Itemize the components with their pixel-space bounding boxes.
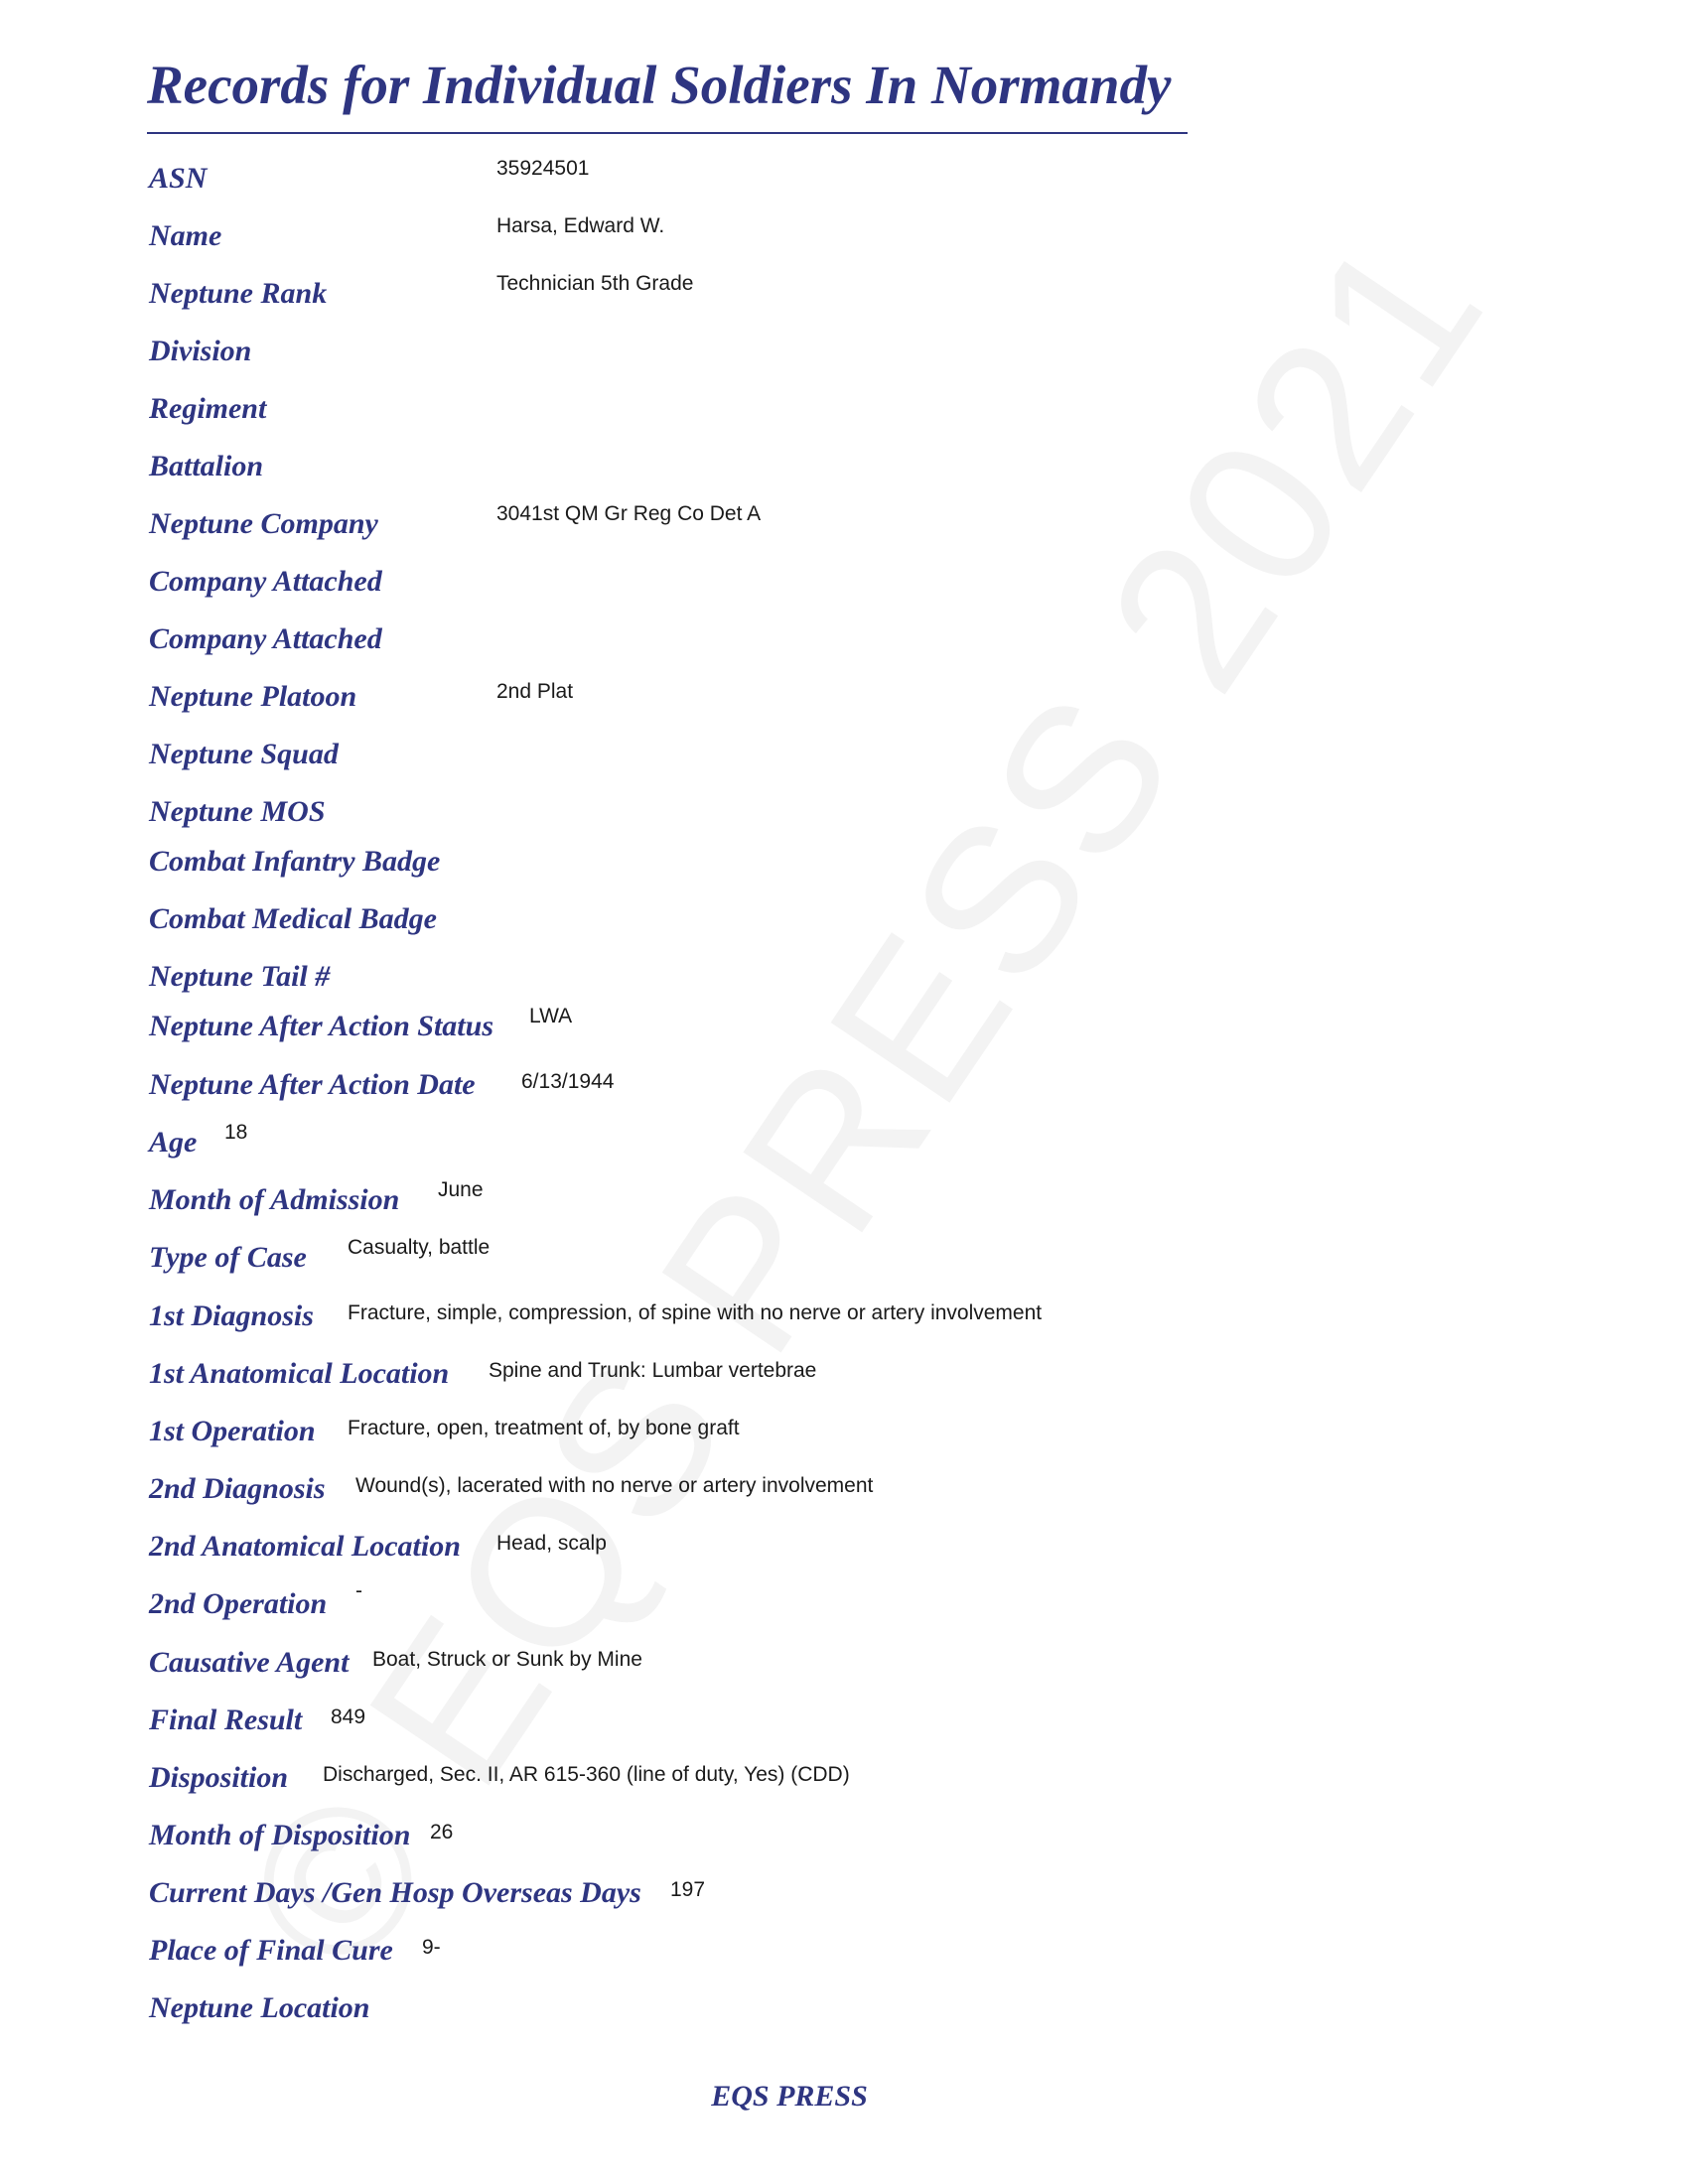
field-value: 3041st QM Gr Reg Co Det A <box>496 502 762 525</box>
field-row-rank <box>0 272 1688 316</box>
field-label: Neptune After Action Status <box>149 1010 493 1042</box>
field-value: - <box>355 1579 362 1602</box>
field-row-neptune-location <box>0 1990 1688 2030</box>
field-value: June <box>438 1178 484 1201</box>
field-value: 197 <box>670 1878 706 1901</box>
field-label: Type of Case <box>149 1241 307 1274</box>
field-label: Neptune Platoon <box>149 680 357 713</box>
field-row-type-of-case <box>0 1236 1688 1280</box>
field-row-month-of-admission <box>0 1178 1688 1222</box>
field-row-after-action-status <box>0 1005 1688 1048</box>
field-row-month-of-disposition <box>0 1818 1688 1857</box>
field-label: Current Days /Gen Hosp Overseas Days <box>149 1876 641 1909</box>
field-row-1st-anatomical-location <box>0 1356 1688 1396</box>
field-value: Discharged, Sec. II, AR 615-360 (line of duty, Yes) (CDD) <box>323 1763 850 1786</box>
field-row-name <box>0 214 1688 258</box>
field-row-division <box>0 334 1688 373</box>
field-value: Fracture, open, treatment of, by bone graft <box>348 1417 740 1439</box>
field-label: Disposition <box>149 1761 289 1794</box>
field-row-age <box>0 1121 1688 1164</box>
field-row-asn <box>0 157 1688 201</box>
field-label: Neptune Location <box>149 1991 370 2024</box>
field-label: Neptune Company <box>149 507 378 540</box>
field-row-company-attached-2 <box>0 621 1688 661</box>
field-value: Wound(s), lacerated with no nerve or artery involvement <box>355 1474 874 1497</box>
field-label: Causative Agent <box>149 1646 350 1679</box>
field-row-company-attached <box>0 564 1688 604</box>
field-row-regiment <box>0 391 1688 431</box>
field-label: Neptune Rank <box>149 277 328 310</box>
field-label: Division <box>149 335 252 367</box>
field-value: Boat, Struck or Sunk by Mine <box>372 1648 642 1671</box>
field-value: Technician 5th Grade <box>496 272 694 295</box>
field-label: Month of Admission <box>149 1183 400 1216</box>
field-row-company <box>0 502 1688 546</box>
field-value: 2nd Plat <box>496 680 574 703</box>
field-row-tail-number <box>0 959 1688 999</box>
field-row-disposition <box>0 1760 1688 1800</box>
field-row-1st-diagnosis <box>0 1298 1688 1338</box>
field-row-squad <box>0 737 1688 776</box>
field-row-final-result <box>0 1703 1688 1742</box>
field-label: Place of Final Cure <box>149 1934 393 1967</box>
field-label: Name <box>149 219 222 252</box>
field-value: Fracture, simple, compression, of spine with no nerve or artery involvement <box>348 1301 1043 1324</box>
field-row-1st-operation <box>0 1414 1688 1453</box>
field-row-platoon <box>0 679 1688 719</box>
field-label: Month of Disposition <box>149 1819 411 1851</box>
field-row-after-action-date <box>0 1067 1688 1107</box>
field-value: 35924501 <box>496 157 590 180</box>
field-row-2nd-diagnosis <box>0 1471 1688 1511</box>
field-value: 26 <box>430 1821 454 1843</box>
field-value: 6/13/1944 <box>521 1070 615 1093</box>
field-row-mos <box>0 794 1688 834</box>
field-label: Company Attached <box>149 622 382 655</box>
field-value: 849 <box>331 1706 366 1728</box>
field-label: Neptune Tail # <box>149 960 331 993</box>
page-footer: EQS PRESS <box>711 2080 868 2113</box>
field-label: Regiment <box>149 392 267 425</box>
field-label: 1st Operation <box>149 1415 316 1447</box>
field-label: Battalion <box>149 450 264 482</box>
title-underline <box>147 132 1188 134</box>
field-value: 9- <box>422 1936 441 1959</box>
field-label: Neptune MOS <box>149 795 326 828</box>
field-row-place-of-final-cure <box>0 1933 1688 1973</box>
field-label: 2nd Operation <box>149 1587 328 1620</box>
field-label: Company Attached <box>149 565 382 598</box>
field-label: 1st Diagnosis <box>149 1299 314 1332</box>
field-row-battalion <box>0 449 1688 488</box>
field-row-2nd-anatomical-location <box>0 1529 1688 1569</box>
field-value: LWA <box>529 1005 573 1027</box>
field-label: 2nd Anatomical Location <box>149 1530 461 1563</box>
field-row-2nd-operation <box>0 1579 1688 1626</box>
field-label: Neptune Squad <box>149 738 339 770</box>
field-row-causative-agent <box>0 1645 1688 1685</box>
field-label: 1st Anatomical Location <box>149 1357 450 1390</box>
field-value: Harsa, Edward W. <box>496 214 665 237</box>
field-label: Final Result <box>149 1704 303 1736</box>
field-value: Head, scalp <box>496 1532 607 1555</box>
field-value: Casualty, battle <box>348 1236 491 1259</box>
page-title: Records for Individual Soldiers In Normandy <box>147 55 1172 115</box>
field-row-combat-medical-badge <box>0 901 1688 941</box>
field-label: Neptune After Action Date <box>149 1068 476 1101</box>
field-label: 2nd Diagnosis <box>149 1472 326 1505</box>
field-label: Age <box>149 1126 198 1159</box>
field-row-combat-infantry-badge <box>0 844 1688 884</box>
field-label: Combat Infantry Badge <box>149 845 441 878</box>
field-label: Combat Medical Badge <box>149 902 437 935</box>
field-label: ASN <box>149 162 208 195</box>
field-value: Spine and Trunk: Lumbar vertebrae <box>489 1359 817 1382</box>
field-value: 18 <box>224 1121 248 1144</box>
field-row-current-days <box>0 1875 1688 1915</box>
